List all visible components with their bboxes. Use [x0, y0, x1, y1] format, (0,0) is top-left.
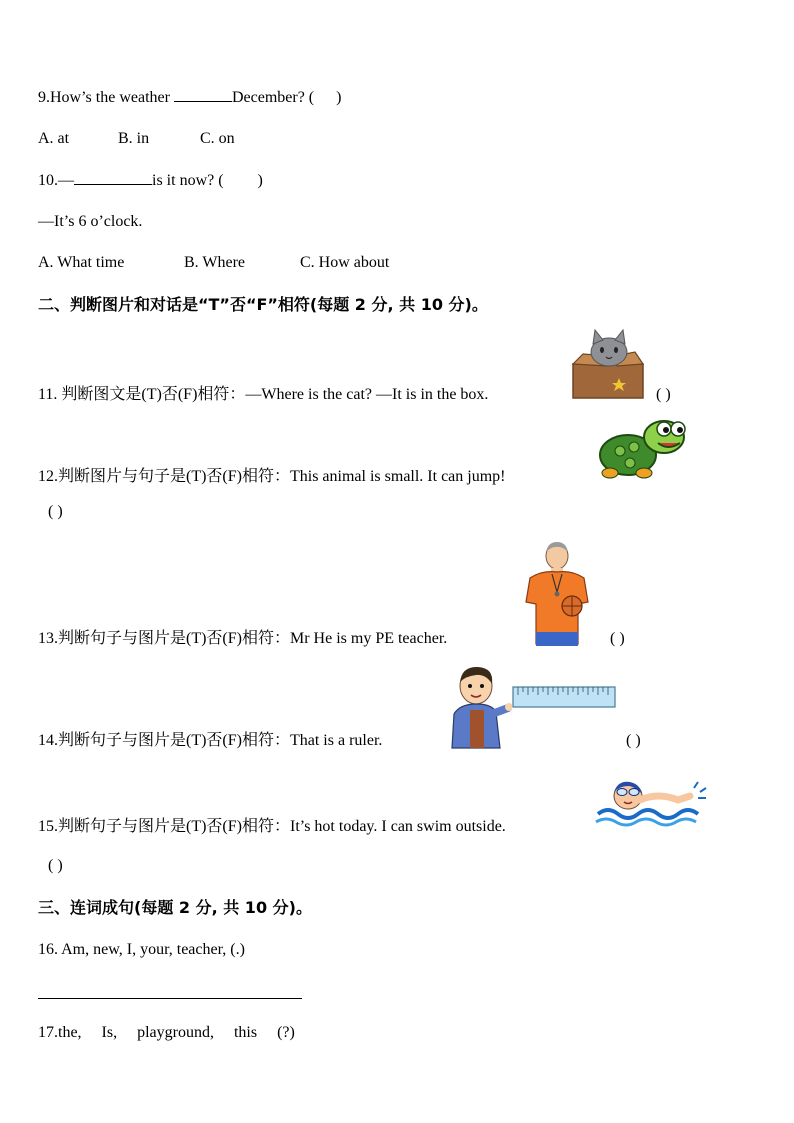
question-15: 15.判断句子与图片是(T)否(F)相符：It’s hot today. I can swim outside.	[38, 818, 506, 835]
q9-blank[interactable]	[174, 87, 232, 102]
q10-suffix: is it now? (	[152, 172, 224, 189]
q10-blank[interactable]	[74, 170, 152, 185]
turtle-icon	[598, 415, 690, 488]
section-2-heading: 二、判断图片和对话是“T”否“F”相符(每题 2 分, 共 10 分)。	[38, 295, 488, 314]
question-14: 14.判断句子与图片是(T)否(F)相符：That is a ruler.	[38, 732, 383, 749]
question-12: 12.判断图片与句子是(T)否(F)相符：This animal is small. It can jump!	[38, 468, 506, 485]
cat-in-box-icon	[571, 326, 647, 405]
q10-option-b[interactable]: B. Where	[184, 254, 246, 271]
q9-close: )	[336, 89, 342, 106]
pe-teacher-icon	[522, 540, 592, 651]
q9-option-c[interactable]: C. on	[200, 130, 235, 147]
q10-close: )	[257, 172, 263, 189]
question-17: 17.the, Is, playground, this (?)	[38, 1024, 295, 1041]
q10-reply: —It’s 6 o’clock.	[38, 213, 143, 230]
question-16: 16. Am, new, I, your, teacher, (.)	[38, 941, 245, 958]
q9-suffix: December? (	[231, 89, 315, 106]
question-10	[38, 170, 263, 191]
q10-option-a[interactable]: A. What time	[38, 254, 125, 271]
boy-pointing-icon	[446, 664, 512, 755]
q14-answer-paren[interactable]: ( )	[626, 732, 641, 749]
q15-answer-paren[interactable]: ( )	[48, 857, 63, 874]
q10-option-c[interactable]: C. How about	[300, 254, 390, 271]
question-9	[38, 87, 341, 108]
question-11: 11. 判断图文是(T)否(F)相符：—Where is the cat? —It is in the box.	[38, 386, 489, 403]
question-13: 13.判断句子与图片是(T)否(F)相符：Mr He is my PE teacher.	[38, 630, 448, 647]
q13-answer-paren[interactable]: ( )	[610, 630, 625, 647]
q12-answer-paren[interactable]: ( )	[48, 503, 63, 520]
section-3-heading: 三、连词成句(每题 2 分, 共 10 分)。	[38, 898, 312, 917]
q9-prefix: 9.How’s the weather	[38, 89, 174, 106]
swimmer-icon	[594, 770, 712, 835]
ruler-icon	[512, 686, 616, 713]
q11-answer-paren[interactable]: ( )	[656, 386, 671, 403]
q10-prefix: 10.—	[38, 172, 74, 189]
q9-option-b[interactable]: B. in	[118, 130, 150, 147]
q16-answer-line[interactable]	[38, 998, 302, 999]
q9-option-a[interactable]: A. at	[38, 130, 70, 147]
